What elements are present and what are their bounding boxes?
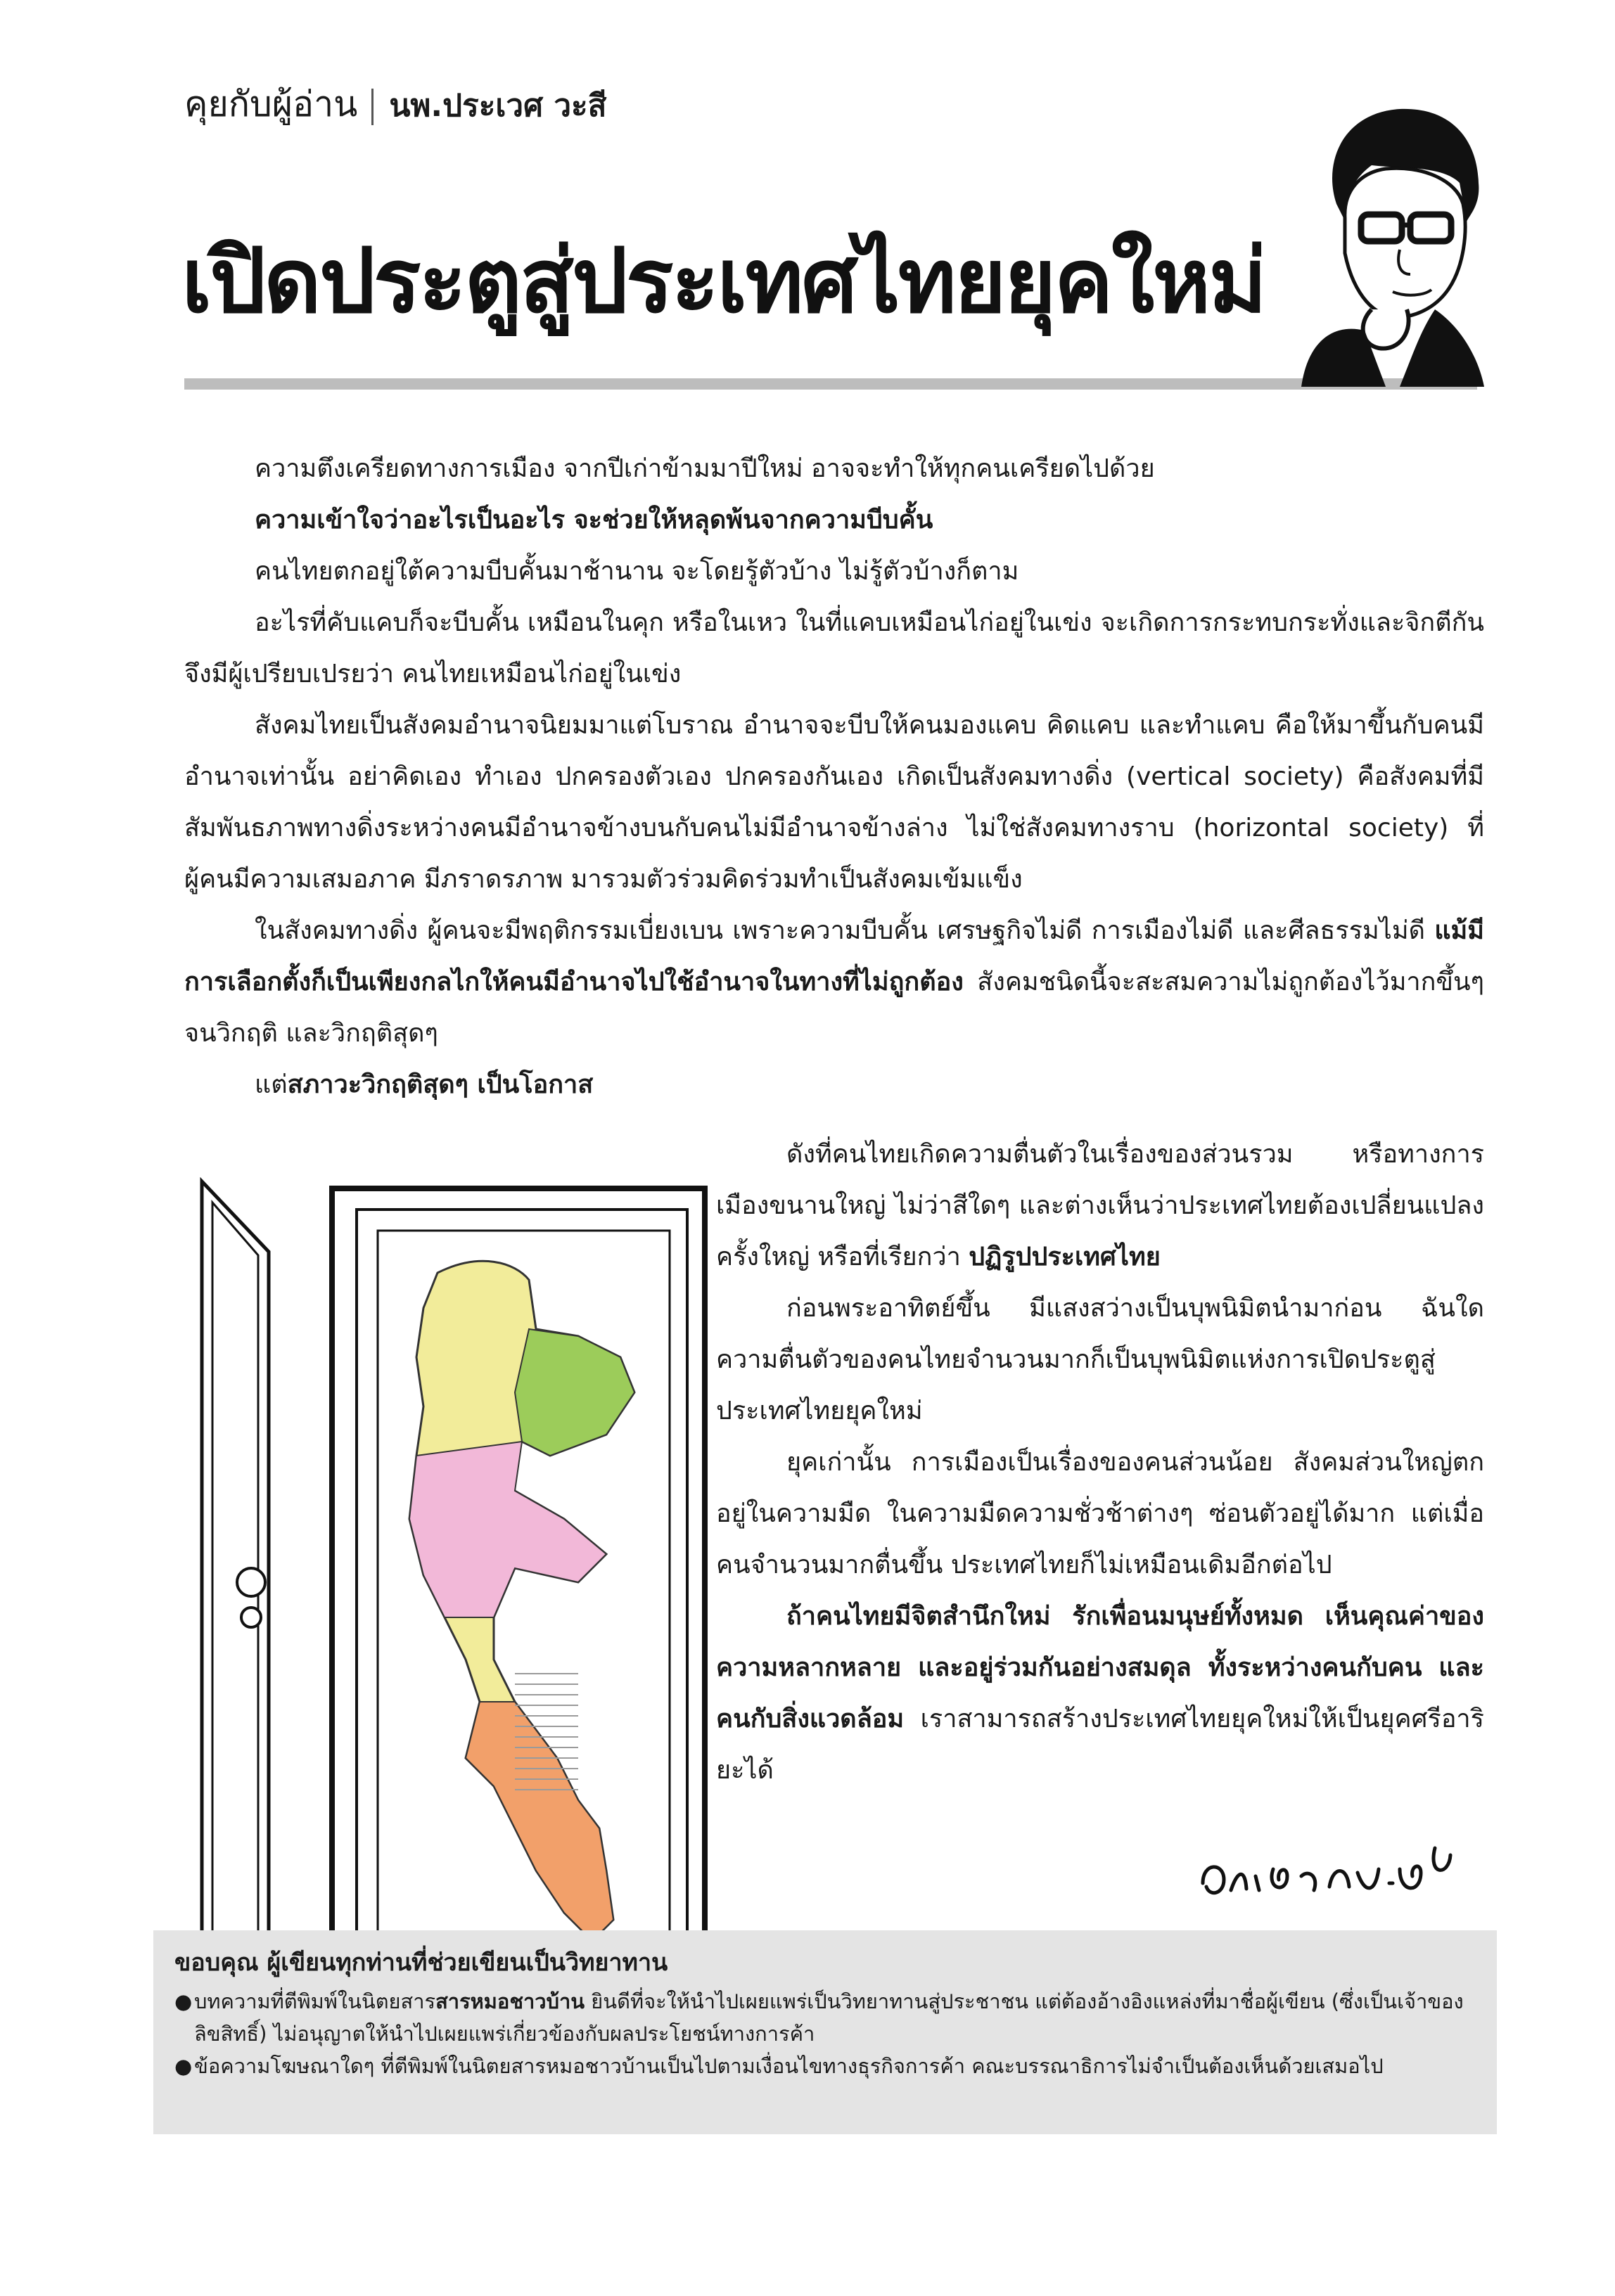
bold-text: สภาวะวิกฤติสุดๆ เป็นโอกาส — [287, 1070, 594, 1099]
article-title: เปิดประตูสู่ประเทศไทยยุคใหม่ — [181, 229, 1265, 333]
paragraph: ก่อนพระอาทิตย์ขึ้น มีแสงสว่างเป็นบุพนิมิตนำมาก่อน ฉันใดความตื่นตัวของคนไทยจำนวนมากก็เป็นบุพนิมิตแห่งการเปิดประตูสู่ประเทศไทยยุคใหม่ — [716, 1294, 1484, 1425]
column-header — [184, 83, 607, 127]
article-column-right — [716, 1129, 1484, 1796]
paragraph-emphasis — [184, 494, 1484, 546]
list-item — [174, 1985, 1476, 2050]
text: เราสามารถสร้างประเทศไทยยุคใหม่ให้เป็นยุคศรีอาริยะได้ — [716, 1705, 1484, 1785]
bold-text: ปฏิรูปประเทศไทย — [969, 1243, 1161, 1271]
text: ยินดีที่จะให้นำไปเผยแพร่เป็นวิทยาทานสู่ประชาชน แต่ต้องอ้างอิงแหล่งที่มาชื่อผู้เขียน (ซึ่งเป็นเจ้าของลิขสิทธิ์) ไม่อนุญาตให้นำไปเผยแพร่เกี่ยวข้องกับผลประโยชน์ทางการค้า — [194, 1989, 1464, 2046]
paragraph: คนไทยตกอยู่ใต้ความบีบคั้นมาช้านาน จะโดยรู้ตัวบ้าง ไม่รู้ตัวบ้างก็ตาม — [255, 557, 1019, 586]
article-body — [184, 443, 1484, 1110]
bullet-icon: ● — [174, 1989, 193, 2013]
author-name: นพ.ประเวศ วะสี — [389, 88, 607, 124]
text: ข้อความโฆษณาใดๆ ที่ตีพิมพ์ในนิตยสารหมอชาวบ้านเป็นไปตามเงื่อนไขทางธุรกิจการค้า คณะบรรณาธิการไม่จำเป็นต้องเห็นด้วยเสมอไป — [194, 2054, 1384, 2078]
header-divider — [371, 89, 374, 125]
text: ในสังคมทางดิ่ง ผู้คนจะมีพฤติกรรมเบี่ยงเบน เพราะความบีบคั้น เศรษฐกิจไม่ดี การเมืองไม่ดี และศีลธรรมไม่ดี — [255, 916, 1435, 945]
bold-text: ถ้าคนไทยมีจิตสำนึกใหม่ รักเพื่อนมนุษย์ทั้งหมด เห็นคุณค่าของความหลากหลาย และอยู่ร่วมกันอย่างสมดุล ทั้งระหว่างคนกับคน และคนกับสิ่งแวดล้อม — [716, 1602, 1484, 1733]
author-portrait — [1294, 98, 1498, 387]
paragraph — [184, 905, 1484, 1059]
notice-title: ขอบคุณ ผู้เขียนทุกท่านที่ช่วยเขียนเป็นวิทยาทาน — [174, 1949, 668, 1977]
paragraph: ความตึงเครียดทางการเมือง จากปีเก่าข้ามมาปีใหม่ อาจจะทำให้ทุกคนเครียดไปด้วย — [255, 454, 1155, 483]
paragraph: อะไรที่คับแคบก็จะบีบคั้น เหมือนในคุก หรือในเหว ในที่แคบเหมือนไก่อยู่ในเข่ง จะเกิดการกระทบกระทั่งและจิกตีกัน จึงมีผู้เปรียบเปรยว่า คนไทยเหมือนไก่อยู่ในเข่ง — [184, 608, 1484, 688]
notice-box — [153, 1930, 1497, 2134]
bold-text: ความเข้าใจว่าอะไรเป็นอะไร จะช่วยให้หลุดพ้นจากความบีบคั้น — [255, 506, 933, 534]
text: แต่ — [255, 1070, 288, 1099]
paragraph — [716, 1591, 1484, 1796]
author-signature — [1189, 1827, 1470, 1918]
list-item — [174, 2050, 1476, 2082]
column-name: คุยกับผู้อ่าน — [184, 84, 358, 124]
title-rule — [184, 378, 1477, 390]
text: ดังที่คนไทยเกิดความตื่นตัวในเรื่องของส่วนรวม หรือทางการเมืองขนานใหญ่ ไม่ว่าสีใดๆ และต่างเห็นว่าประเทศไทยต้องเปลี่ยนแปลงครั้งใหญ่ หรือที่เรียกว่า — [716, 1140, 1484, 1271]
bold-text: สารหมอชาวบ้าน — [435, 1989, 585, 2013]
paragraph: สังคมไทยเป็นสังคมอำนาจนิยมมาแต่โบราณ อำนาจจะบีบให้คนมองแคบ คิดแคบ และทำแคบ คือให้มาขึ้นกับคนมีอำนาจเท่านั้น อย่าคิดเอง ทำเอง ปกครองตัวเอง ปกครองกันเอง เกิดเป็นสังคมทางดิ่ง (vertical society) คือสังคมที่มีสัมพันธภาพทางดิ่งระหว่างคนมีอำนาจข้างบนกับคนไม่มีอำนาจข้างล่าง ไม่ใช่สังคมทางราบ (horizontal society) ที่ผู้คนมีความเสมอภาค มีภราดรภาพ มารวมตัวร่วมคิดร่วมทำเป็นสังคมเข้มแข็ง — [184, 711, 1484, 894]
paragraph — [184, 1059, 1484, 1110]
text: สังคมชนิดนี้จะสะสมความไม่ถูกต้องไว้มากขึ้นๆ จนวิกฤติ และวิกฤติสุดๆ — [184, 968, 1484, 1048]
bold-text: แม้มีการเลือกตั้งก็เป็นเพียงกลไกให้คนมีอำนาจไปใช้อำนาจในทางที่ไม่ถูกต้อง — [184, 916, 1484, 996]
bullet-icon: ● — [174, 2054, 193, 2078]
notice-list — [174, 1985, 1476, 2082]
paragraph: ยุคเก่านั้น การเมืองเป็นเรื่องของคนส่วนน้อย สังคมส่วนใหญ่ตกอยู่ในความมืด ในความมืดความชั่วช้าต่างๆ ซ่อนตัวอยู่ได้มาก แต่เมื่อคนจำนวนมากตื่นขึ้น ประเทศไทยก็ไม่เหมือนเดิมอีกต่อไป — [716, 1448, 1484, 1579]
paragraph — [716, 1129, 1484, 1283]
text: บทความที่ตีพิมพ์ในนิตยสาร — [194, 1989, 436, 2013]
